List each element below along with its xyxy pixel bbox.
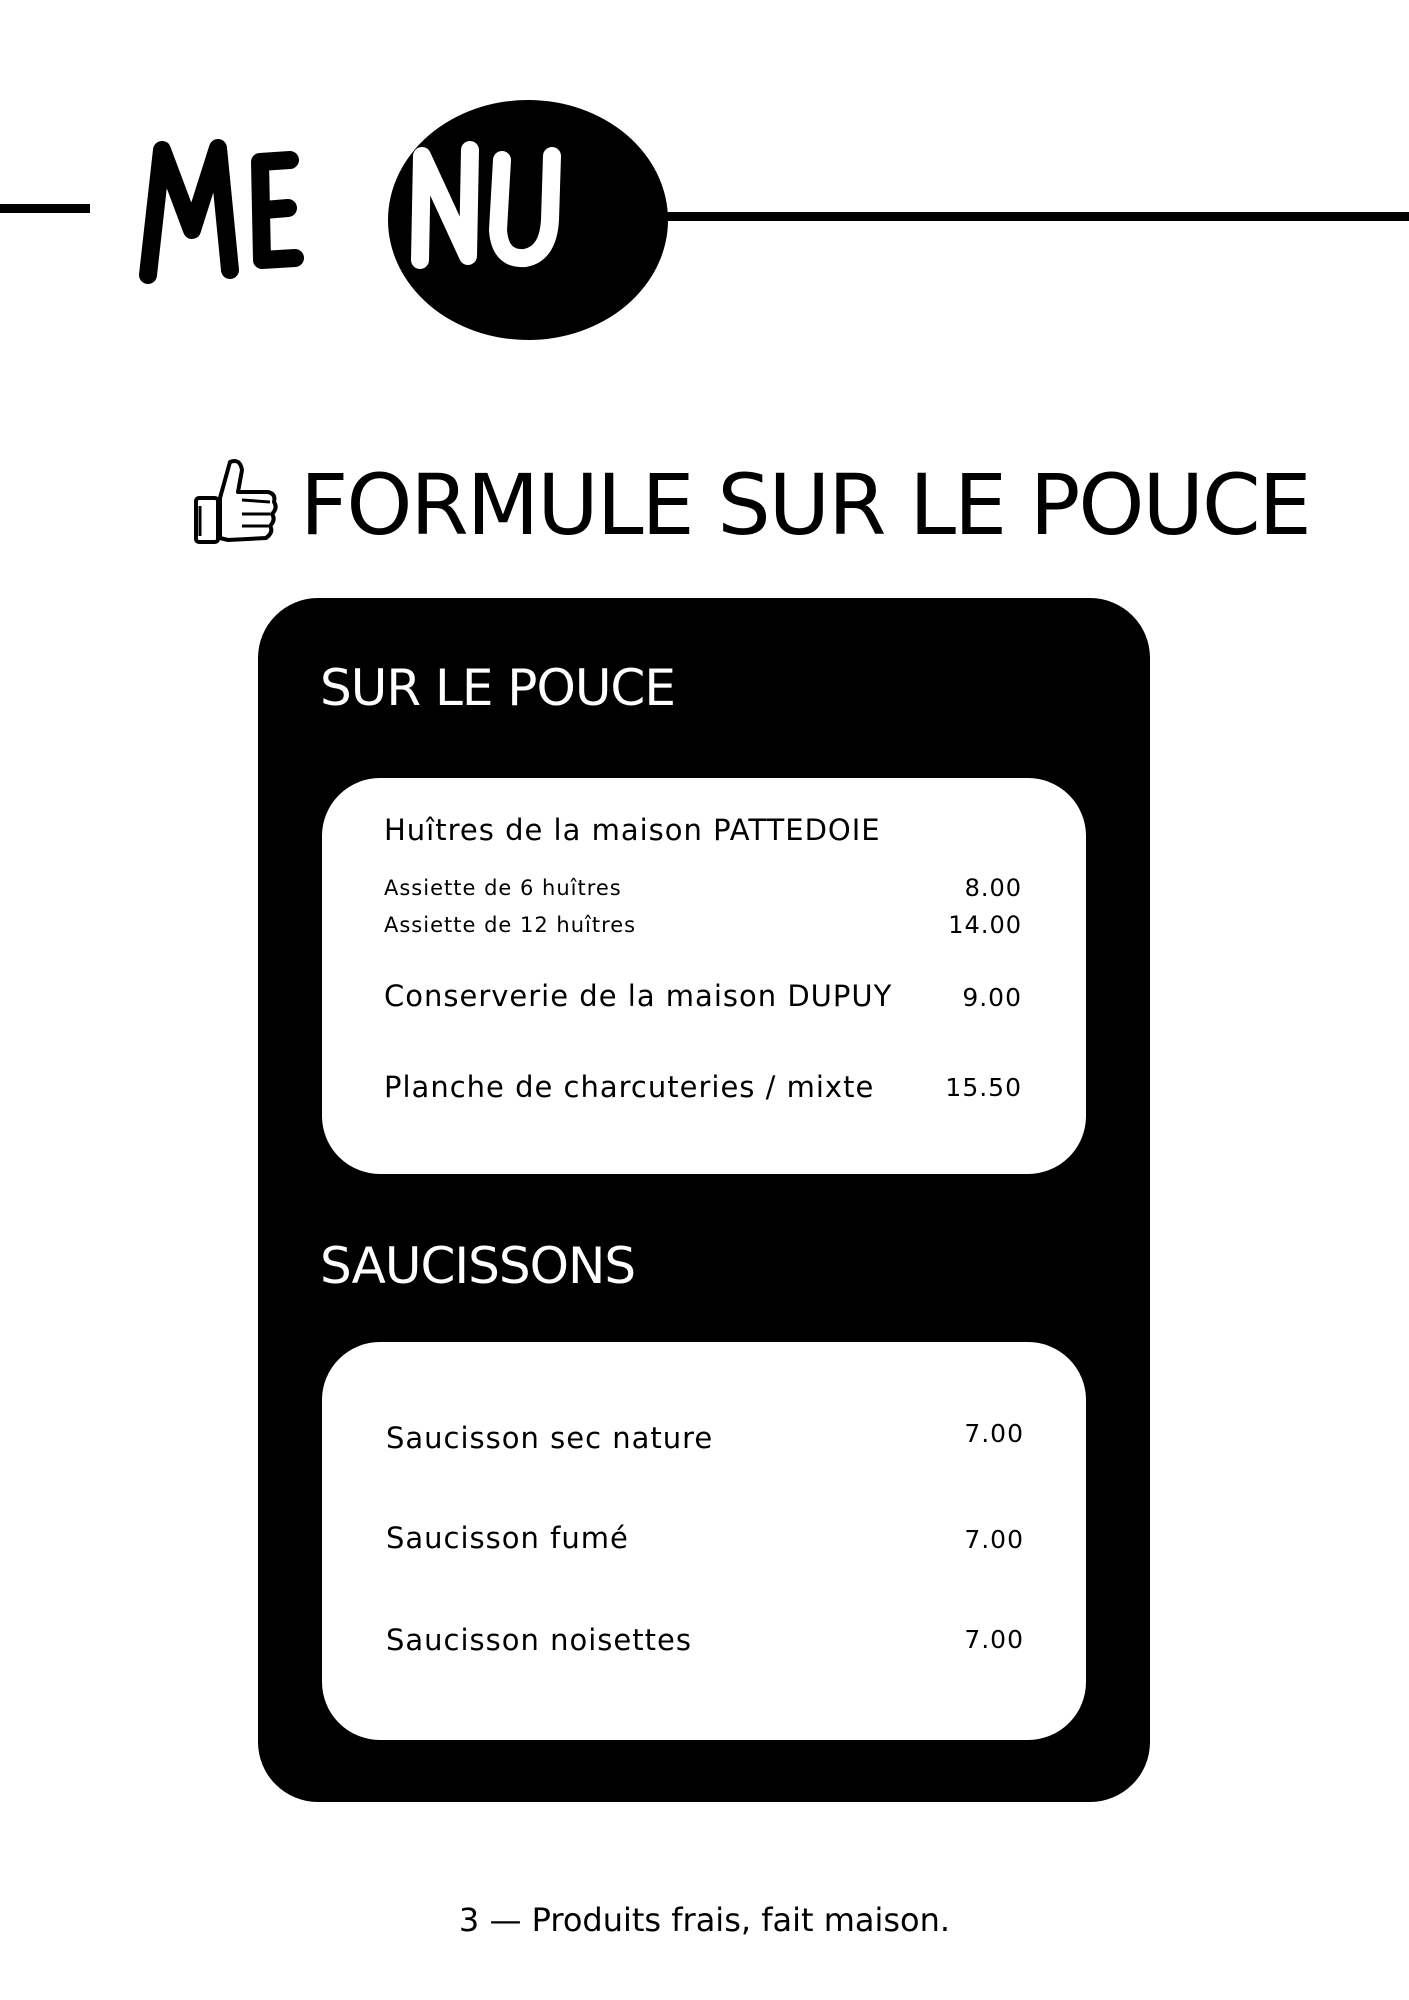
- list-item-label: Conserverie de la maison DUPUY: [384, 979, 893, 1013]
- list-item-price: 7.00: [964, 1525, 1024, 1554]
- list-item-price: 8.00: [964, 874, 1022, 902]
- list-item-label: Assiette de 6 huîtres: [384, 876, 622, 900]
- list-item-price: 7.00: [964, 1625, 1024, 1654]
- list-item-label: Planche de charcuteries / mixte: [384, 1070, 875, 1104]
- menu-logo: [130, 120, 650, 300]
- oysters-title: Huîtres de la maison PATTEDOIE: [384, 813, 881, 847]
- list-item-label: Saucisson sec nature: [386, 1421, 714, 1455]
- group-heading-sur-le-pouce: SUR LE POUCE: [320, 659, 675, 717]
- list-item-label: Saucisson noisettes: [386, 1623, 692, 1657]
- list-item-price: 9.00: [962, 983, 1022, 1012]
- list-item-label: Saucisson fumé: [386, 1521, 629, 1555]
- section-title: FORMULE SUR LE POUCE: [300, 456, 1310, 554]
- list-item-price: 7.00: [964, 1419, 1024, 1448]
- header-rule-left: [0, 204, 90, 213]
- footer-note: 3 — Produits frais, fait maison.: [458, 1901, 951, 1939]
- panel-sur-le-pouce: [320, 776, 1088, 1176]
- list-item-price: 15.50: [945, 1073, 1022, 1102]
- group-heading-saucissons: SAUCISSONS: [320, 1237, 636, 1295]
- list-item-price: 14.00: [948, 911, 1022, 939]
- panel-saucissons: [320, 1340, 1088, 1742]
- menu-card: [258, 598, 1150, 1802]
- list-item-label: Assiette de 12 huîtres: [384, 913, 637, 937]
- header-rule-right: [660, 212, 1409, 221]
- thumbs-up-icon: [190, 452, 280, 552]
